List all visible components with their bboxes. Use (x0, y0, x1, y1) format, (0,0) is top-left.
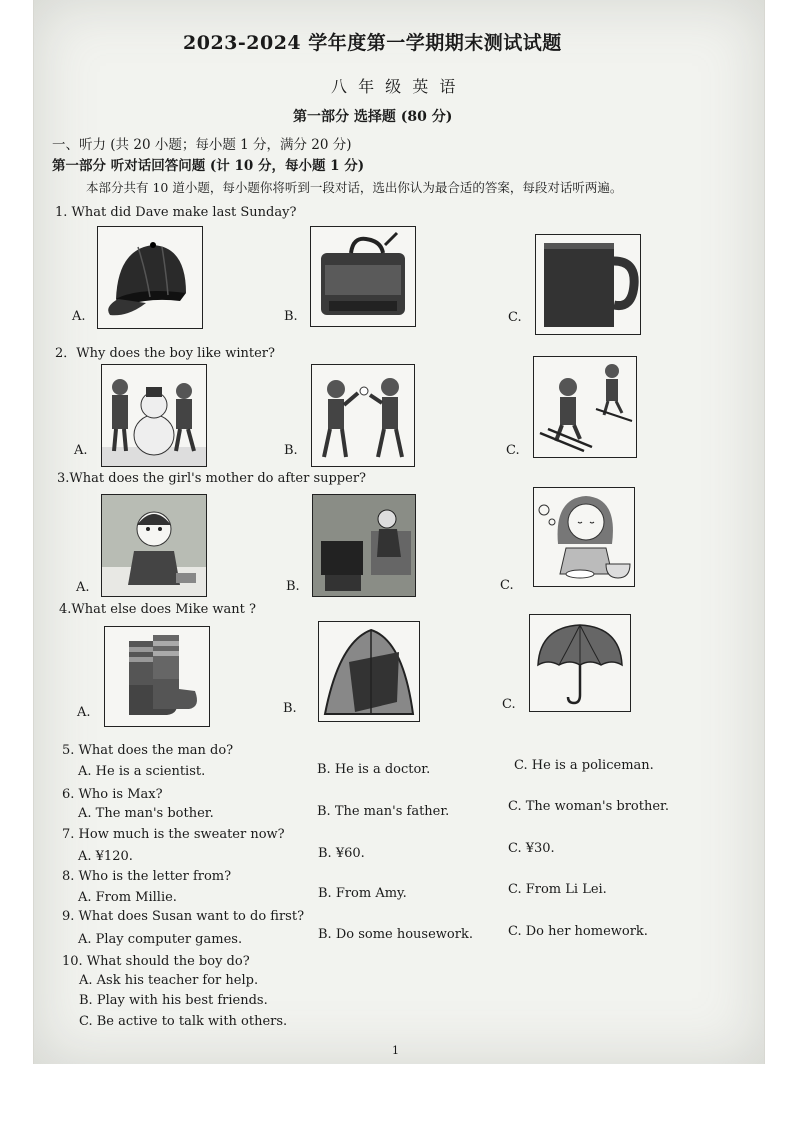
q7-option-b: B. ¥60. (318, 846, 365, 861)
q6-option-c: C. The woman's brother. (508, 799, 669, 814)
q9-option-b: B. Do some housework. (318, 927, 473, 942)
snowball-fight-icon[interactable] (311, 364, 415, 467)
section-sub-heading: 第一部分 听对话回答问题 (计 10 分，每小题 1 分) (52, 158, 365, 174)
grade-subject: 八 年 级 英 语 (331, 77, 459, 96)
tent-icon[interactable] (318, 621, 420, 722)
q3-option-c-label: C. (500, 578, 514, 593)
question-3: 3.What does the girl's mother do after supper? (57, 471, 367, 486)
question-2: 2．Why does the boy like winter? (55, 346, 275, 361)
q5-option-a: A. He is a scientist. (78, 764, 206, 779)
q3-option-b-label: B. (286, 579, 300, 594)
q9-option-a: A. Play computer games. (78, 932, 243, 947)
q3-option-a-label: A. (76, 580, 90, 595)
page-number: 1 (392, 1044, 399, 1057)
question-8: 8. Who is the letter from? (62, 869, 232, 884)
q1-option-a-label: A. (72, 309, 86, 324)
question-9: 9. What does Susan want to do first? (62, 909, 305, 924)
skiing-icon[interactable] (533, 356, 637, 458)
part-one-title: 第一部分 选择题 (80 分) (293, 109, 453, 125)
q9-option-c: C. Do her homework. (508, 924, 648, 939)
q8-option-c: C. From Li Lei. (508, 882, 607, 897)
question-10: 10. What should the boy do? (62, 954, 250, 969)
bag-icon[interactable] (310, 226, 416, 327)
question-6: 6. Who is Max? (62, 787, 163, 802)
q4-option-a-label: A. (77, 705, 91, 720)
q6-option-a: A. The man's bother. (78, 806, 214, 821)
girl-walking-icon[interactable] (101, 494, 207, 597)
cap-icon[interactable] (97, 226, 203, 329)
umbrella-icon[interactable] (529, 614, 631, 712)
q7-option-c: C. ¥30. (508, 841, 555, 856)
q10-option-a: A. Ask his teacher for help. (79, 973, 259, 988)
q8-option-b: B. From Amy. (318, 886, 407, 901)
question-7: 7. How much is the sweater now? (62, 827, 285, 842)
q1-option-b-label: B. (284, 309, 298, 324)
watching-tv-icon[interactable] (312, 494, 416, 597)
section-instruction: 本部分共有 10 道小题，每小题你将听到一段对话，选出你认为最合适的答案，每段对话听两遍。 (86, 180, 623, 195)
q2-option-b-label: B. (284, 443, 298, 458)
q4-option-b-label: B. (283, 701, 297, 716)
q8-option-a: A. From Millie. (78, 890, 177, 905)
q6-option-b: B. The man's father. (317, 804, 450, 819)
mug-icon[interactable] (535, 234, 641, 335)
question-4: 4.What else does Mike want ? (59, 602, 256, 617)
section-heading: 一、听力 (共 20 小题；每小题 1 分，满分 20 分) (52, 137, 352, 153)
girl-tea-icon[interactable] (533, 487, 635, 587)
boots-icon[interactable] (104, 626, 210, 727)
q5-option-b: B. He is a doctor. (317, 762, 431, 777)
exam-title: 2023-2024 学年度第一学期期末测试试题 (183, 32, 562, 54)
q2-option-c-label: C. (506, 443, 520, 458)
snowman-icon[interactable] (101, 364, 207, 467)
q7-option-a: A. ¥120. (78, 849, 133, 864)
q10-option-c: C. Be active to talk with others. (79, 1014, 288, 1029)
q4-option-c-label: C. (502, 697, 516, 712)
question-1: 1. What did Dave make last Sunday? (55, 205, 297, 220)
q5-option-c: C. He is a policeman. (514, 758, 654, 773)
q1-option-c-label: C. (508, 310, 522, 325)
q2-option-a-label: A. (74, 443, 88, 458)
question-5: 5. What does the man do? (62, 743, 234, 758)
q10-option-b: B. Play with his best friends. (79, 993, 268, 1008)
